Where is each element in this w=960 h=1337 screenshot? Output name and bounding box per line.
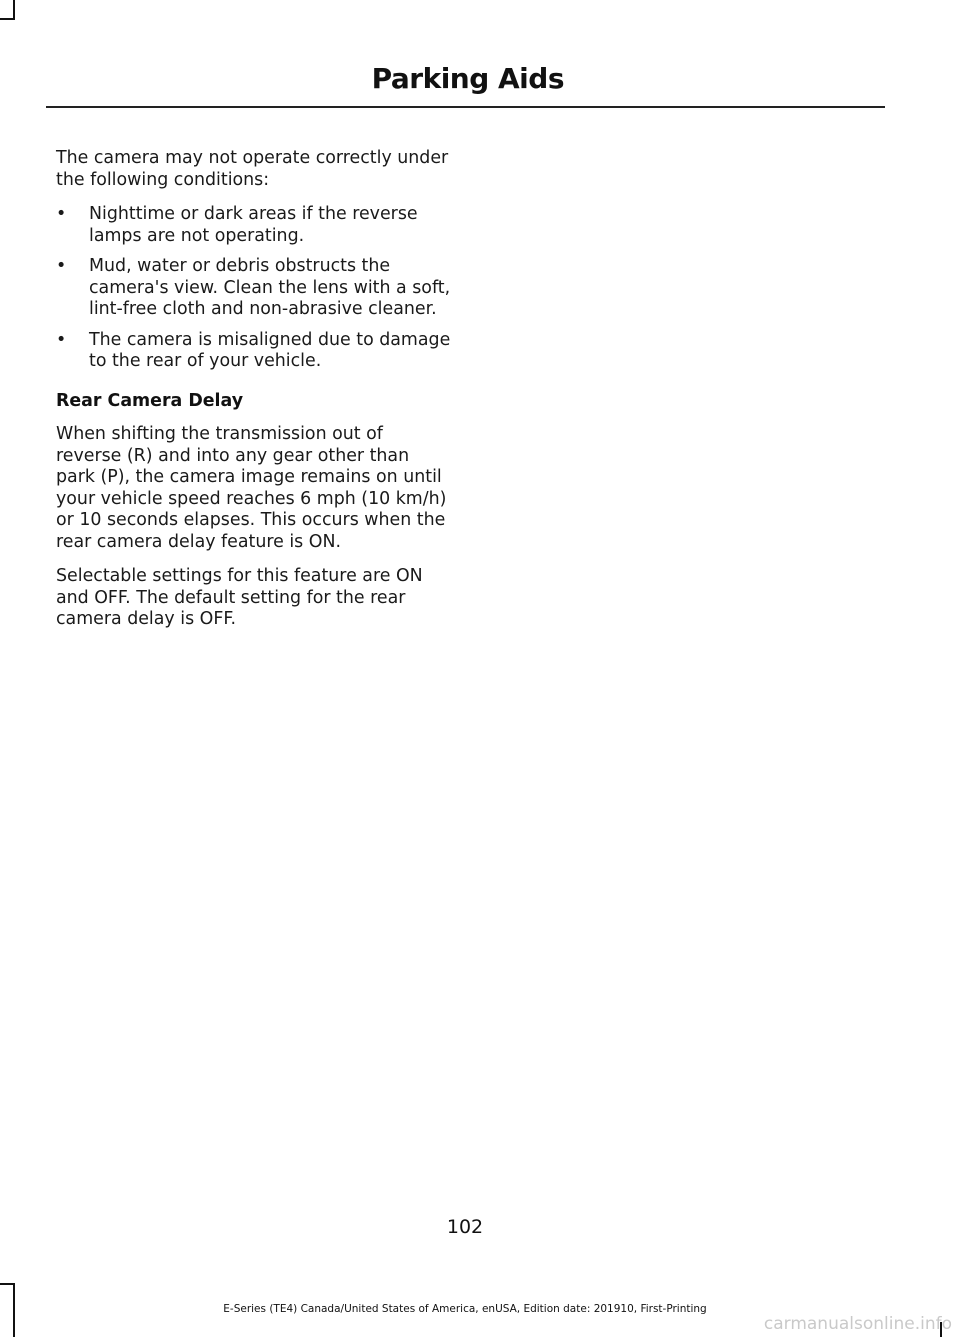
list-item-text: The camera is misaligned due to damage to the rear of your vehicle. <box>89 329 451 371</box>
list-item-text: Mud, water or debris obstructs the camera's view. Clean the lens with a soft, lint-free cloth and non-abrasive cleaner. <box>89 256 451 319</box>
list-item <box>56 256 451 321</box>
list-item <box>56 330 451 373</box>
main-content <box>56 148 451 644</box>
delay-description-paragraph: When shifting the transmission out of reverse (R) and into any gear other than park (P), the camera image remains on until your vehicle speed reaches 6 mph (10 km/h) or 10 seconds elapses. This occurs when the rear camera delay feature is ON. <box>56 424 447 552</box>
section-title: Parking Aids <box>371 62 564 95</box>
list-item-text: Nighttime or dark areas if the reverse lamps are not operating. <box>89 204 418 246</box>
settings-paragraph: Selectable settings for this feature are ON and OFF. The default setting for the rear camera delay is OFF. <box>56 566 423 629</box>
list-item <box>56 204 451 247</box>
header-rule <box>46 106 885 108</box>
page-number: 102 <box>446 1216 484 1238</box>
intro-paragraph: The camera may not operate correctly under the following conditions: <box>56 148 449 190</box>
crop-mark-top-left-v <box>13 0 15 20</box>
watermark-link[interactable]: carmanualsonline.info <box>763 1314 952 1334</box>
bullet-icon: • <box>56 329 67 350</box>
bullet-icon: • <box>56 204 67 224</box>
crop-mark-top-left-h <box>0 18 15 20</box>
crop-mark-bottom-left-h <box>0 1283 15 1285</box>
conditions-list <box>56 204 451 373</box>
bullet-icon: • <box>56 256 67 276</box>
rear-camera-delay-heading: Rear Camera Delay <box>56 390 244 411</box>
edition-footer: E-Series (TE4) Canada/United States of America, enUSA, Edition date: 201910, First-Printing <box>223 1303 707 1315</box>
